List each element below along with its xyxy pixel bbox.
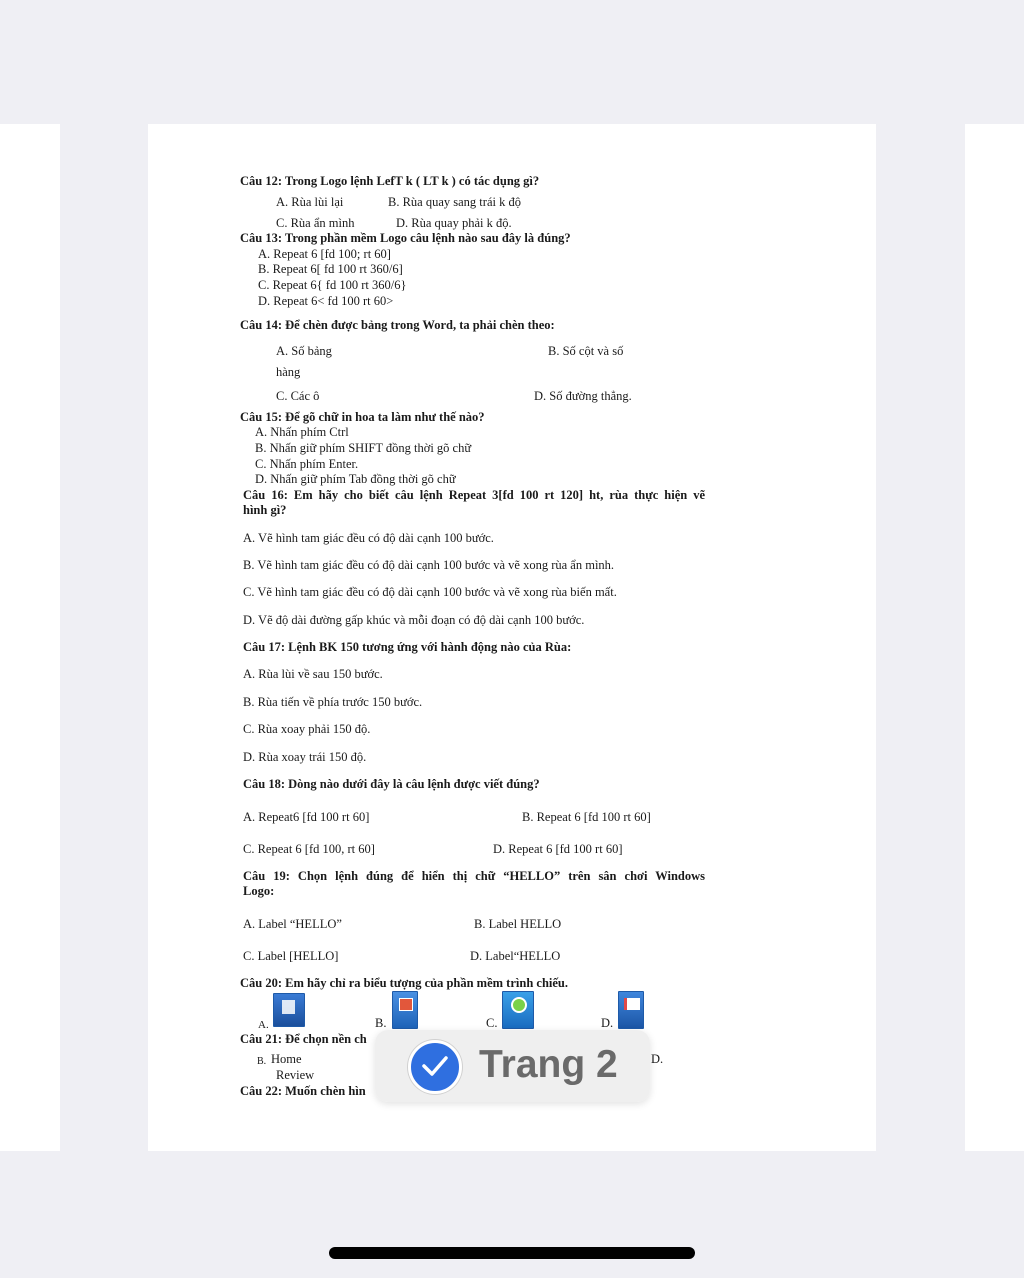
document-page[interactable] <box>148 124 876 1151</box>
powerpoint-icon <box>392 991 418 1029</box>
question-14-title: Câu 14: Để chèn được bảng trong Word, ta phải chèn theo: <box>240 318 555 332</box>
question-19-title-continued: Logo: <box>243 884 275 898</box>
question-15-option-a: A. Nhấn phím Ctrl <box>255 425 349 439</box>
question-16-option-a: A. Vẽ hình tam giác đều có độ dài cạnh 100 bước. <box>243 531 494 545</box>
question-20-option-b: B. <box>375 1016 387 1030</box>
question-13-option-b: B. Repeat 6[ fd 100 rt 360/6] <box>258 262 403 276</box>
question-18-option-d: D. Repeat 6 [fd 100 rt 60] <box>493 842 623 856</box>
question-16-option-d: D. Vẽ độ dài đường gấp khúc và mỗi đoạn có độ dài cạnh 100 bước. <box>243 613 585 627</box>
page-indicator-toast <box>375 1030 650 1102</box>
question-18-option-b: B. Repeat 6 [fd 100 rt 60] <box>522 810 651 824</box>
question-13-title: Câu 13: Trong phần mềm Logo câu lệnh nào sau đây là đúng? <box>240 231 571 245</box>
question-19-option-c: C. Label [HELLO] <box>243 949 339 963</box>
question-12-option-a: A. Rùa lùi lại <box>276 195 344 209</box>
page-indicator-label: Trang 2 <box>479 1043 618 1086</box>
question-12-option-d: D. Rùa quay phải k độ. <box>396 216 512 230</box>
question-14-option-d: D. Số đường thẳng. <box>534 389 632 403</box>
question-19-option-a: A. Label “HELLO” <box>243 917 342 931</box>
question-15-option-b: B. Nhấn giữ phím SHIFT đồng thời gõ chữ <box>255 441 472 455</box>
question-14-option-c: C. Các ô <box>276 389 320 403</box>
question-13-option-c: C. Repeat 6{ fd 100 rt 360/6} <box>258 278 407 292</box>
question-17-option-c: C. Rùa xoay phải 150 độ. <box>243 722 371 736</box>
question-19-option-b: B. Label HELLO <box>474 917 562 931</box>
question-18-title: Câu 18: Dòng nào dưới đây là câu lệnh được viết đúng? <box>243 777 540 791</box>
question-14-option-a: A. Số bảng <box>276 344 332 358</box>
question-17-option-b: B. Rùa tiến về phía trước 150 bước. <box>243 695 423 709</box>
question-16-option-c: C. Vẽ hình tam giác đều có độ dài cạnh 100 bước và vẽ xong rùa biến mất. <box>243 585 617 599</box>
logo-icon <box>502 991 534 1029</box>
previous-page-edge <box>0 124 60 1151</box>
question-21-option-d: D. <box>651 1052 664 1066</box>
question-14-option-b-continued: hàng <box>276 365 301 379</box>
question-20-title: Câu 20: Em hãy chỉ ra biểu tượng của phần mềm trình chiếu. <box>240 976 568 990</box>
question-12-option-c: C. Rùa ẩn mình <box>276 216 355 230</box>
home-indicator-bar[interactable] <box>329 1247 695 1259</box>
question-15-option-c: C. Nhấn phím Enter. <box>255 457 359 471</box>
question-13-option-a: A. Repeat 6 [fd 100; rt 60] <box>258 247 391 261</box>
question-12-title: Câu 12: Trong Logo lệnh LefT k ( LT k ) có tác dụng gì? <box>240 174 540 188</box>
question-17-title: Câu 17: Lệnh BK 150 tương ứng với hành động nào của Rùa: <box>243 640 572 654</box>
word-icon <box>273 993 305 1027</box>
question-20-option-a: A. <box>258 1019 269 1031</box>
question-21-option-review: Review <box>276 1068 315 1082</box>
question-13-option-d: D. Repeat 6< fd 100 rt 60> <box>258 294 394 308</box>
paint-icon <box>618 991 644 1029</box>
question-18-option-c: C. Repeat 6 [fd 100, rt 60] <box>243 842 375 856</box>
question-18-option-a: A. Repeat6 [fd 100 rt 60] <box>243 810 370 824</box>
question-15-title: Câu 15: Để gõ chữ in hoa ta làm như thế nào? <box>240 410 485 424</box>
question-17-option-a: A. Rùa lùi về sau 150 bước. <box>243 667 383 681</box>
question-21-option-b: B. <box>257 1056 267 1067</box>
checkmark-icon <box>408 1040 462 1094</box>
question-12-option-b: B. Rùa quay sang trái k độ <box>388 195 521 209</box>
question-14-option-b: B. Số cột và số <box>548 344 624 358</box>
question-17-option-d: D. Rùa xoay trái 150 độ. <box>243 750 367 764</box>
question-21-title: Câu 21: Để chọn nền ch <box>240 1032 367 1046</box>
question-16-option-b: B. Vẽ hình tam giác đều có độ dài cạnh 100 bước và vẽ xong rùa ẩn mình. <box>243 558 615 572</box>
question-16-title: Câu 16: Em hãy cho biết câu lệnh Repeat 3[fd 100 rt 120] ht, rùa thực hiện vẽ <box>243 488 705 502</box>
question-22-title: Câu 22: Muốn chèn hìn <box>240 1084 366 1098</box>
next-page-edge <box>965 124 1024 1151</box>
question-19-title: Câu 19: Chọn lệnh đúng để hiển thị chữ “HELLO” trên sân chơi Windows <box>243 869 705 883</box>
question-16-title-continued: hình gì? <box>243 503 287 517</box>
question-21-option-home: Home <box>271 1052 302 1066</box>
question-20-option-c: C. <box>486 1016 498 1030</box>
question-15-option-d: D. Nhấn giữ phím Tab đồng thời gõ chữ <box>255 472 456 486</box>
question-20-option-d: D. <box>601 1016 614 1030</box>
question-19-option-d: D. Label“HELLO <box>470 949 561 963</box>
